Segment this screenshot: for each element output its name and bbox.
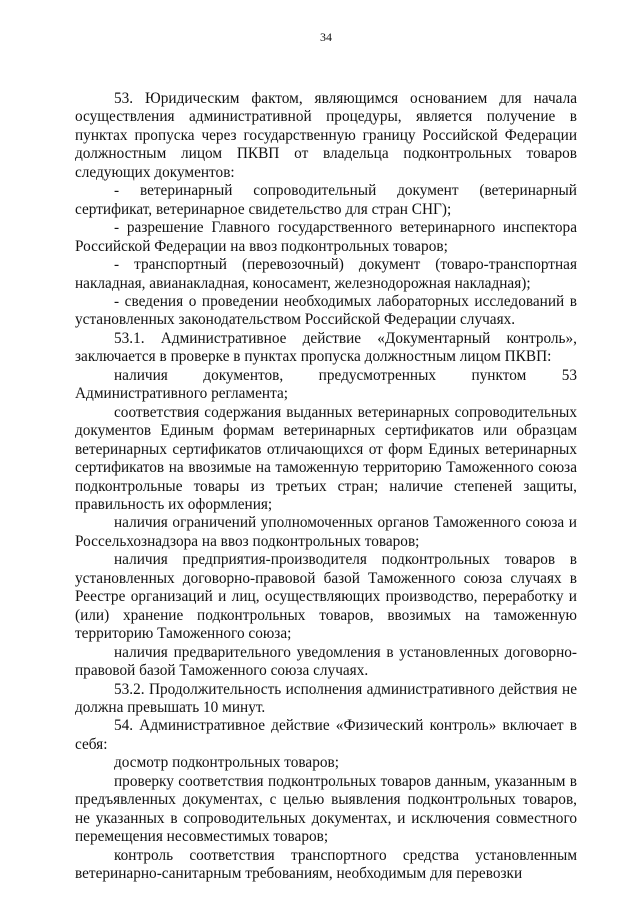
paragraph: проверку соответствия подконтрольных товаров данным, указанным в предъявленных документах, с целью выявления подконтрольных товаров, не указанных в сопроводительных документах, и исключения совместного перемещения несовместимых товаров;: [75, 772, 577, 846]
paragraph: - сведения о проведении необходимых лабораторных исследований в установленных законодательством Российской Федерации случаях.: [75, 292, 577, 329]
paragraph: 53.2. Продолжительность исполнения административного действия не должна превышать 10 минут.: [75, 680, 577, 716]
document-body: [75, 90, 577, 883]
paragraph: 54. Административное действие «Физический контроль» включает в себя:: [75, 717, 577, 753]
paragraph: наличия ограничений уполномоченных органов Таможенного союза и Россельхознадзора на ввоз подконтрольных товаров;: [75, 514, 577, 550]
paragraph: 53. Юридическим фактом, являющимся основанием для начала осуществления административной процедуры, является получение в пунктах пропуска через государственную границу Российской Федерации должностным лицом ПКВП от владельца подконтрольных товаров следующих документов:: [75, 90, 577, 181]
paragraph: соответствия содержания выданных ветеринарных сопроводительных документов Единым формам ветеринарных сертификатов или образцам ветеринарных сертификатов отличающихся от форм Единых ветеринарных сертификатов на ввозимые на таможенную территорию Таможенного союза подконтрольные товары из третьих стран; наличие степеней защиты, правильность их оформления;: [75, 403, 577, 513]
paragraph: - ветеринарный сопроводительный документ (ветеринарный сертификат, ветеринарное свидетельство для стран СНГ);: [75, 182, 577, 218]
paragraph: наличия документов, предусмотренных пунктом 53 Административного регламента;: [75, 366, 577, 403]
paragraph: досмотр подконтрольных товаров;: [114, 754, 339, 772]
paragraph: наличия предприятия-производителя подконтрольных товаров в установленных договорно-правовой базой Таможенного союза случаях в Реестре организаций и лиц, осуществляющих производство, переработку и (или) хранение подконтрольных товаров, ввозимых на таможенную территорию Таможенного союза;: [75, 551, 577, 643]
paragraph: - транспортный (перевозочный) документ (товаро-транспортная накладная, авианакладная, коносамент, железнодорожная накладная);: [75, 256, 577, 292]
paragraph: - разрешение Главного государственного ветеринарного инспектора Российской Федерации на ввоз подконтрольных товаров;: [75, 219, 577, 255]
page-number: 34: [320, 30, 332, 44]
paragraph: контроль соответствия транспортного средства установленным ветеринарно-санитарным требованиям, необходимым для перевозки: [75, 846, 577, 883]
paragraph: 53.1. Административное действие «Документарный контроль», заключается в проверке в пунктах пропуска должностным лицом ПКВП:: [75, 329, 577, 366]
paragraph: наличия предварительного уведомления в установленных договорно-правовой базой Таможенного союза случаях.: [75, 643, 577, 680]
